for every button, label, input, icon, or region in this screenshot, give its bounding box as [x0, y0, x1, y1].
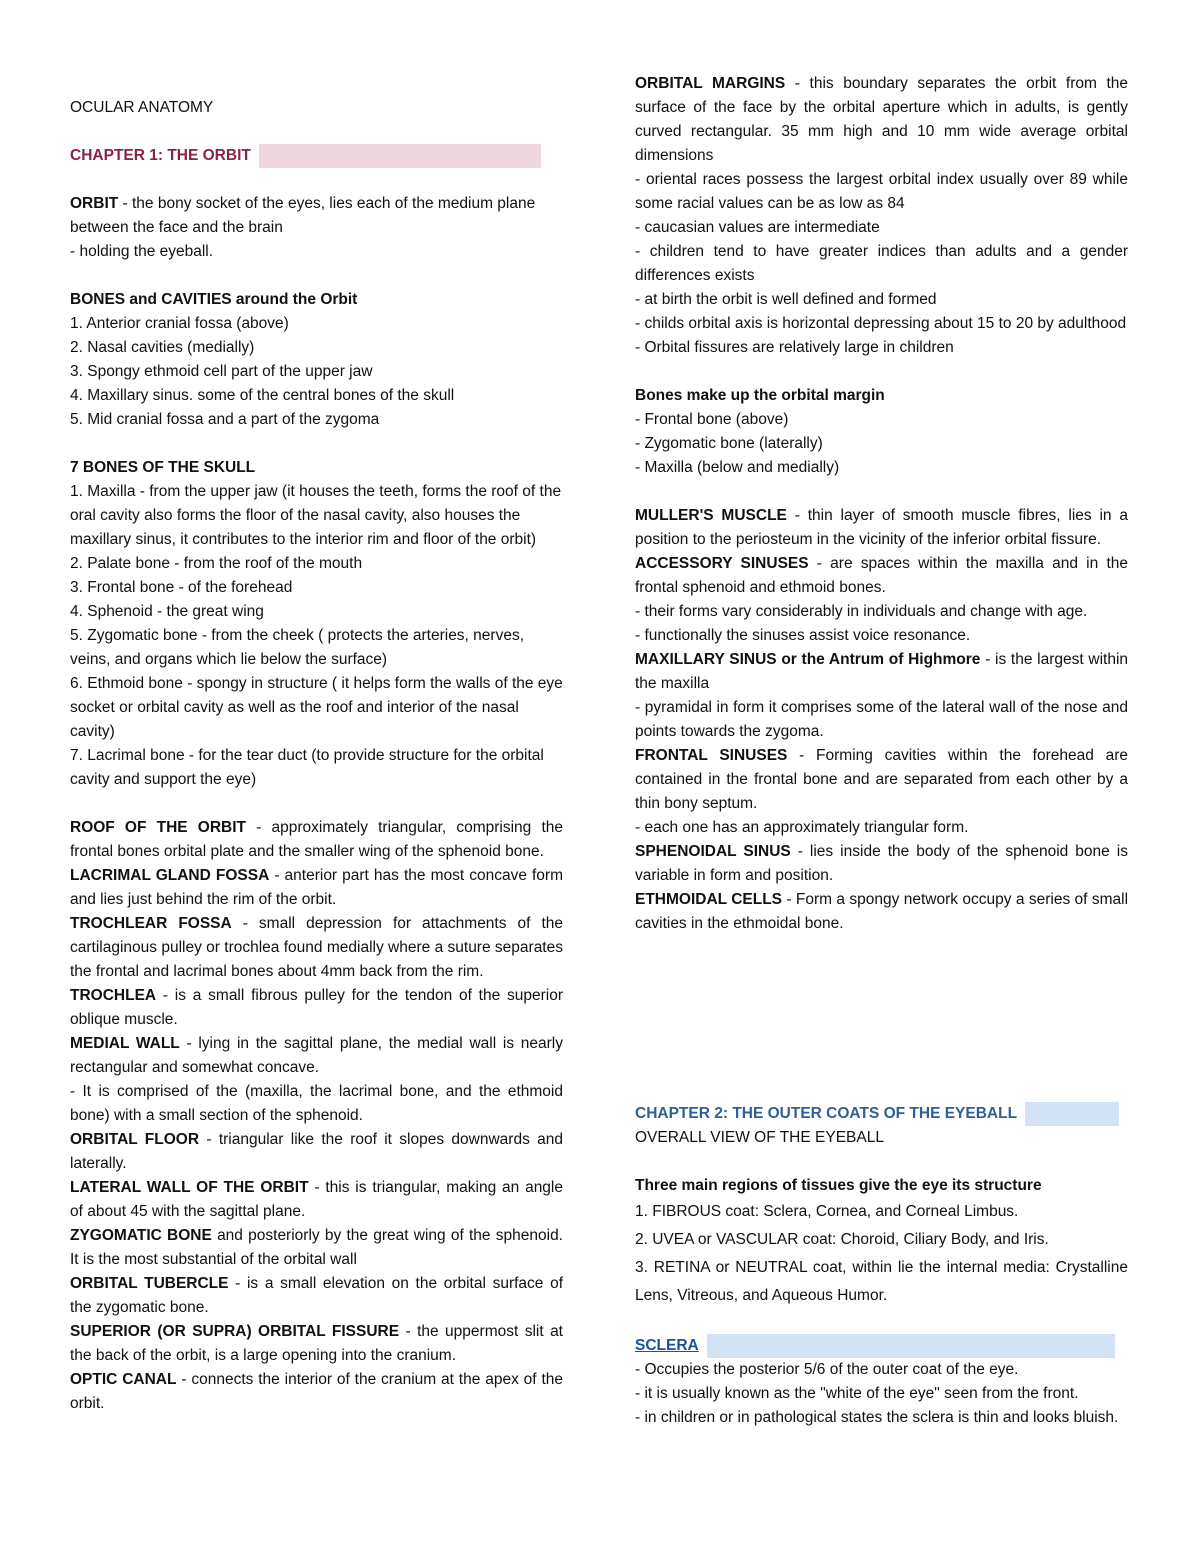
- term-paragraph: [70, 912, 563, 984]
- list-item: - childs orbital axis is horizontal depressing about 15 to 20 by adulthood: [635, 315, 1127, 332]
- left-column: [70, 144, 563, 1416]
- chapter1-heading-row: [70, 144, 563, 168]
- term: ORBITAL TUBERCLE: [70, 1275, 229, 1293]
- term-def: - thin layer of smooth muscle fibres, lies in a position to the periosteum in the vicinity of the inferior orbital fissure.: [635, 507, 1128, 548]
- term: LACRIMAL GLAND FOSSA: [70, 867, 270, 885]
- term-paragraph: [70, 1320, 563, 1368]
- term: ORBITAL MARGINS: [635, 75, 786, 92]
- term-paragraph: [635, 816, 1128, 840]
- term-paragraph: [70, 1032, 563, 1080]
- bones-cavities-heading: BONES and CAVITIES around the Orbit: [70, 291, 358, 309]
- list-item: - in children or in pathological states the sclera is thin and looks bluish.: [635, 1409, 1119, 1427]
- list-item: - at birth the orbit is well defined and formed: [635, 291, 937, 308]
- regions-heading: Three main regions of tissues give the eye its structure: [635, 1177, 1042, 1195]
- term-def: - It is comprised of the (maxilla, the lacrimal bone, and the ethmoid bone) with a small section of the sphenoid.: [70, 1083, 563, 1125]
- chapter1-highlight-bar: [259, 144, 541, 168]
- term: ACCESSORY SINUSES: [635, 555, 809, 572]
- term-paragraph: [70, 1176, 563, 1224]
- term: ZYGOMATIC BONE: [70, 1227, 212, 1245]
- term-def: - the uppermost slit at the back of the orbit, is a large opening into the cranium.: [70, 1323, 563, 1365]
- term: MAXILLARY SINUS or the Antrum of Highmore: [635, 651, 981, 668]
- sclera-heading-row: [635, 1334, 1128, 1358]
- term-def: - is a small fibrous pulley for the tendon of the superior oblique muscle.: [70, 987, 563, 1029]
- chapter2-highlight-bar: [1025, 1102, 1119, 1126]
- list-item: 5. Zygomatic bone - from the cheek ( protects the arteries, nerves, veins, and organs which lie below the surface): [70, 627, 525, 669]
- list-item: 2. Palate bone - from the roof of the mouth: [70, 555, 363, 573]
- right-column: [635, 72, 1128, 936]
- list-item: 1. Anterior cranial fossa (above): [70, 315, 289, 333]
- term-paragraph: [70, 1368, 563, 1416]
- term: TROCHLEA: [70, 987, 157, 1005]
- list-item: 3. Spongy ethmoid cell part of the upper jaw: [70, 363, 373, 381]
- term: TROCHLEAR FOSSA: [70, 915, 232, 933]
- list-item: 7. Lacrimal bone - for the tear duct (to provide structure for the orbital cavity and support the eye): [70, 747, 544, 789]
- sclera-heading: SCLERA: [635, 1337, 699, 1355]
- seven-bones-heading: 7 BONES OF THE SKULL: [70, 459, 256, 477]
- list-item: - Occupies the posterior 5/6 of the outer coat of the eye.: [635, 1361, 1019, 1379]
- term-paragraph: [635, 840, 1128, 888]
- term-paragraph: [635, 504, 1128, 552]
- term-def: and posteriorly by the great wing of the sphenoid. It is the most substantial of the orbital wall: [70, 1227, 563, 1269]
- term-paragraph: [70, 1272, 563, 1320]
- term-def: - lying in the sagittal plane, the medial wall is nearly rectangular and somewhat concave.: [70, 1035, 564, 1077]
- term-paragraph: [70, 1224, 563, 1272]
- term-def: - is a small elevation on the orbital surface of the zygomatic bone.: [70, 1275, 563, 1317]
- term: ROOF OF THE ORBIT: [70, 819, 246, 837]
- chapter2-section: [635, 1102, 1128, 1430]
- term: ORBITAL FLOOR: [70, 1131, 200, 1149]
- term: ETHMOIDAL CELLS: [635, 891, 783, 908]
- term-paragraph: [635, 552, 1128, 600]
- term-paragraph: [70, 1128, 563, 1176]
- term-def: - small depression for attachments of the cartilaginous pulley or trochlea found medially where a suture separates the frontal and lacrimal bones about 4mm back from the rim.: [70, 915, 563, 981]
- chapter2-heading: CHAPTER 2: THE OUTER COATS OF THE EYEBALL: [635, 1105, 1018, 1123]
- chapter1-heading: CHAPTER 1: THE ORBIT: [70, 147, 251, 165]
- document-title: OCULAR ANATOMY: [70, 99, 214, 116]
- term-paragraph: [635, 696, 1128, 744]
- term-def: - connects the interior of the cranium at the apex of the orbit.: [70, 1371, 563, 1413]
- list-item: - Maxilla (below and medially): [635, 459, 840, 476]
- list-item: 2. Nasal cavities (medially): [70, 339, 255, 357]
- term-paragraph: [635, 624, 1128, 648]
- term-def: - approximately triangular, comprising the frontal bones orbital plate and the smaller wing of the sphenoid bone.: [70, 819, 563, 861]
- orbit-definition: [70, 192, 563, 240]
- term-paragraph: [635, 600, 1128, 624]
- term-paragraph: [635, 72, 1128, 168]
- list-item: - caucasian values are intermediate: [635, 219, 880, 236]
- list-item: 4. Maxillary sinus. some of the central bones of the skull: [70, 387, 455, 405]
- list-item: - children tend to have greater indices than adults and a gender differences exists: [635, 243, 1128, 284]
- list-item: - oriental races possess the largest orbital index usually over 89 while some racial values can be as low as 84: [635, 171, 1128, 212]
- term: MEDIAL WALL: [70, 1035, 180, 1053]
- term-paragraph: [635, 648, 1128, 696]
- term-def: - this boundary separates the orbit from the surface of the face by the orbital aperture which in adults, is gently curved rectangular. 35 mm high and 10 mm wide average orbital dimensions: [635, 75, 1128, 164]
- term: LATERAL WALL OF THE ORBIT: [70, 1179, 309, 1197]
- orbit-def-2: - holding the eyeball.: [70, 243, 214, 261]
- term-paragraph: [635, 744, 1128, 816]
- term: SUPERIOR (OR SUPRA) ORBITAL FISSURE: [70, 1323, 400, 1341]
- list-item: - it is usually known as the "white of the eye" seen from the front.: [635, 1385, 1079, 1403]
- term: MULLER'S MUSCLE: [635, 507, 787, 524]
- term-paragraph: [635, 888, 1128, 936]
- term-def: - anterior part has the most concave form and lies just behind the rim of the orbit.: [70, 867, 563, 909]
- term-def: - are spaces within the maxilla and in the frontal sphenoid and ethmoid bones.: [635, 555, 1128, 596]
- term-def: - their forms vary considerably in individuals and change with age.: [635, 603, 1088, 620]
- term-def: - functionally the sinuses assist voice resonance.: [635, 627, 971, 644]
- term-def: - Forming cavities within the forehead are contained in the frontal bone and are separated from each other by a thin bony septum.: [635, 747, 1129, 812]
- list-item: 1. Maxilla - from the upper jaw (it houses the teeth, forms the roof of the oral cavity also forms the floor of the nasal cavity, also houses the maxillary sinus, it contributes to the interior rim and floor of the orbit): [70, 483, 562, 549]
- term-def: - is the largest within the maxilla: [635, 651, 1129, 692]
- term-paragraph: [70, 1080, 563, 1128]
- term: SPHENOIDAL SINUS: [635, 843, 791, 860]
- term-def: - lies inside the body of the sphenoid bone is variable in form and position.: [635, 843, 1128, 884]
- margin-bones-heading: Bones make up the orbital margin: [635, 387, 885, 404]
- chapter2-heading-row: [635, 1102, 1128, 1126]
- list-item: 2. UVEA or VASCULAR coat: Choroid, Ciliary Body, and Iris.: [635, 1231, 1049, 1249]
- list-item: 6. Ethmoid bone - spongy in structure ( it helps form the walls of the eye socket or orbital cavity as well as the roof and interior of the nasal cavity): [70, 675, 563, 741]
- list-item: 5. Mid cranial fossa and a part of the zygoma: [70, 411, 380, 429]
- orbit-term: ORBIT: [70, 195, 119, 213]
- term-def: - each one has an approximately triangular form.: [635, 819, 969, 836]
- term-paragraph: [70, 864, 563, 912]
- sclera-highlight-bar: [707, 1334, 1115, 1358]
- term-def: - Form a spongy network occupy a series of small cavities in the ethmoidal bone.: [635, 891, 1129, 932]
- term-def: - pyramidal in form it comprises some of the lateral wall of the nose and points towards the zygoma.: [635, 699, 1128, 740]
- list-item: 4. Sphenoid - the great wing: [70, 603, 264, 621]
- list-item: - Zygomatic bone (laterally): [635, 435, 823, 452]
- list-item: 3. RETINA or NEUTRAL coat, within lie the internal media: Crystalline Lens, Vitreous, and Aqueous Humor.: [635, 1259, 1128, 1305]
- chapter2-subheading: OVERALL VIEW OF THE EYEBALL: [635, 1129, 884, 1147]
- list-item: 1. FIBROUS coat: Sclera, Cornea, and Corneal Limbus.: [635, 1203, 1019, 1221]
- term-def: - this is triangular, making an angle of about 45 with the sagittal plane.: [70, 1179, 563, 1221]
- list-item: 3. Frontal bone - of the forehead: [70, 579, 293, 597]
- orbit-def: - the bony socket of the eyes, lies each of the medium plane between the face and the brain: [70, 195, 536, 237]
- term: OPTIC CANAL: [70, 1371, 177, 1389]
- list-item: - Frontal bone (above): [635, 411, 789, 428]
- term: FRONTAL SINUSES: [635, 747, 788, 764]
- list-item: - Orbital fissures are relatively large in children: [635, 339, 954, 356]
- term-def: - triangular like the roof it slopes downwards and laterally.: [70, 1131, 563, 1173]
- term-paragraph: [70, 984, 563, 1032]
- term-paragraph: [70, 816, 563, 864]
